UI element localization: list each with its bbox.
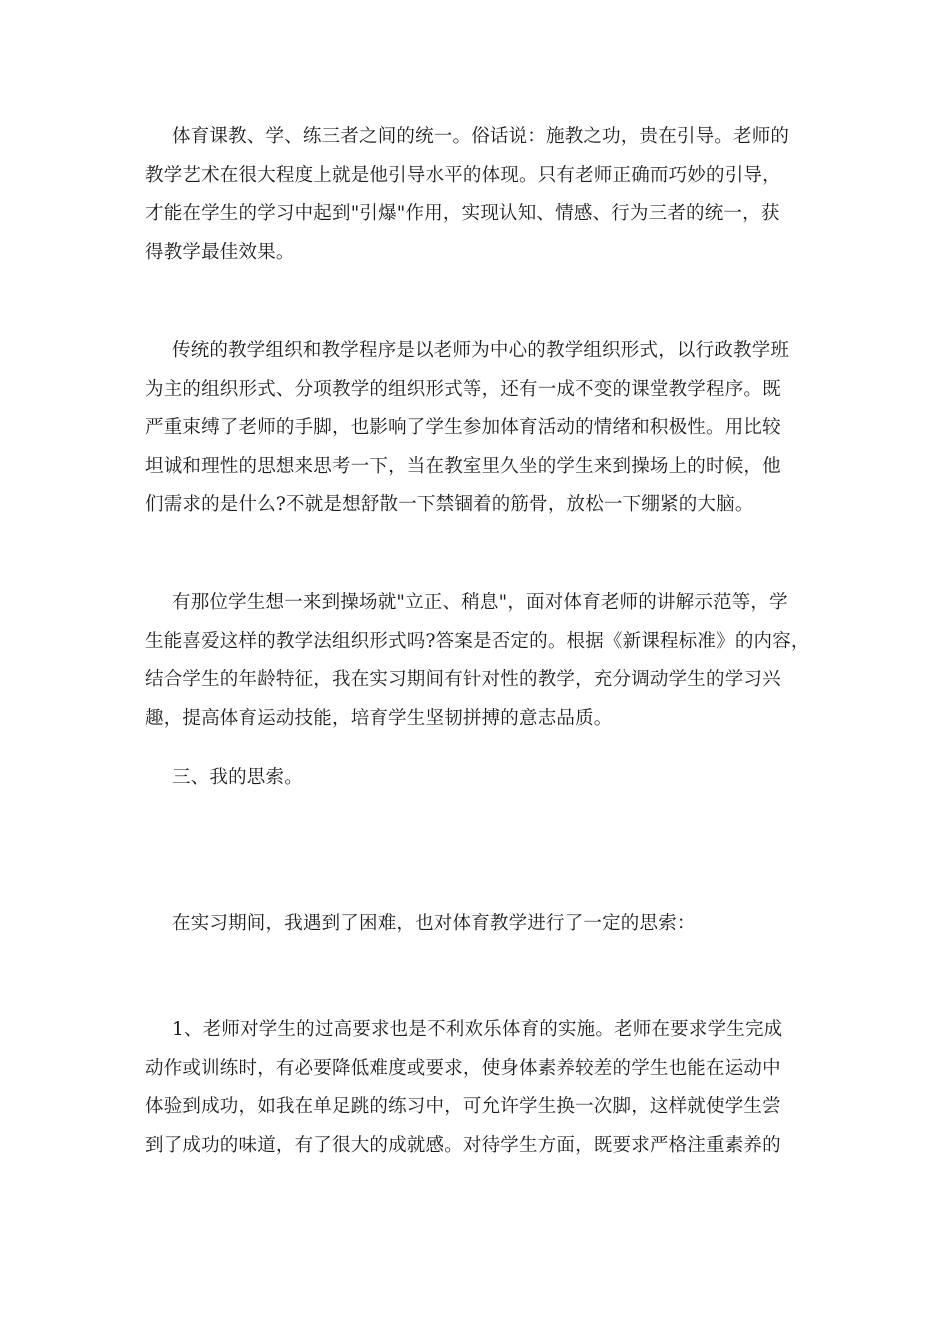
paragraph-traditional-organization (145, 332, 825, 525)
paragraph-line: 1、老师对学生的过高要求也是不利欢乐体育的实施。老师在要求学生完成 (172, 1019, 783, 1040)
paragraph-line: 们需求的是什么?不就是想舒散一下禁锢着的筋骨，放松一下绷紧的大脑。 (145, 494, 754, 515)
paragraph-student-preference (145, 584, 825, 738)
paragraph-point-one (145, 1011, 825, 1165)
paragraph-line: 体验到成功，如我在单足跳的练习中，可允许学生换一次脚，这样就使学生尝 (145, 1096, 781, 1117)
paragraph-line: 体育课教、学、练三者之间的统一。俗话说：施教之功，贵在引导。老师的 (172, 126, 790, 147)
paragraph-line: 动作或训练时，有必要降低难度或要求，使身体素养较差的学生也能在运动中 (145, 1057, 781, 1079)
paragraph-internship-intro (145, 905, 825, 944)
paragraph-line: 才能在学生的学习中起到"引爆"作用，实现认知、情感、行为三者的统一，获 (145, 203, 780, 224)
paragraph-line: 趣，提高体育运动技能，培育学生坚韧拼搏的意志品质。 (145, 707, 613, 729)
paragraph-line: 有那位学生想一来到操场就"立正、稍息"，面对体育老师的讲解示范等，学 (172, 592, 788, 613)
paragraph-line: 传统的教学组织和教学程序是以老师为中心的教学组织形式，以行政教学班 (172, 340, 790, 361)
paragraph-line: 得教学最佳效果。 (145, 241, 295, 263)
paragraph-line: 到了成功的味道，有了很大的成就感。对待学生方面，既要求严格注重素养的 (145, 1134, 781, 1156)
paragraph-line: 严重束缚了老师的手脚，也影响了学生参加体育活动的情绪和积极性。用比较 (145, 417, 781, 438)
paragraph-line: 结合学生的年龄特征，我在实习期间有针对性的教学，充分调动学生的学习兴 (145, 669, 781, 690)
paragraph-line: 教学艺术在很大程度上就是他引导水平的体现。只有老师正确而巧妙的引导， (145, 164, 781, 186)
paragraph-line: 生能喜爱这样的教学法组织形式吗?答案是否定的。根据《新课程标准》的内容， (145, 630, 810, 652)
paragraph-line: 在实习期间，我遇到了困难，也对体育教学进行了一定的思索： (172, 913, 696, 934)
paragraph-teaching-unity (145, 118, 825, 272)
paragraph-line: 坦诚和理性的思想来思考一下，当在教室里久坐的学生来到操场上的时候，他 (145, 455, 781, 477)
section-heading-text: 三、我的思索。 (172, 767, 303, 788)
paragraph-line: 为主的组织形式、分项教学的组织形式等，还有一成不变的课堂教学程序。既 (145, 378, 781, 400)
section-heading-reflection (145, 759, 825, 798)
